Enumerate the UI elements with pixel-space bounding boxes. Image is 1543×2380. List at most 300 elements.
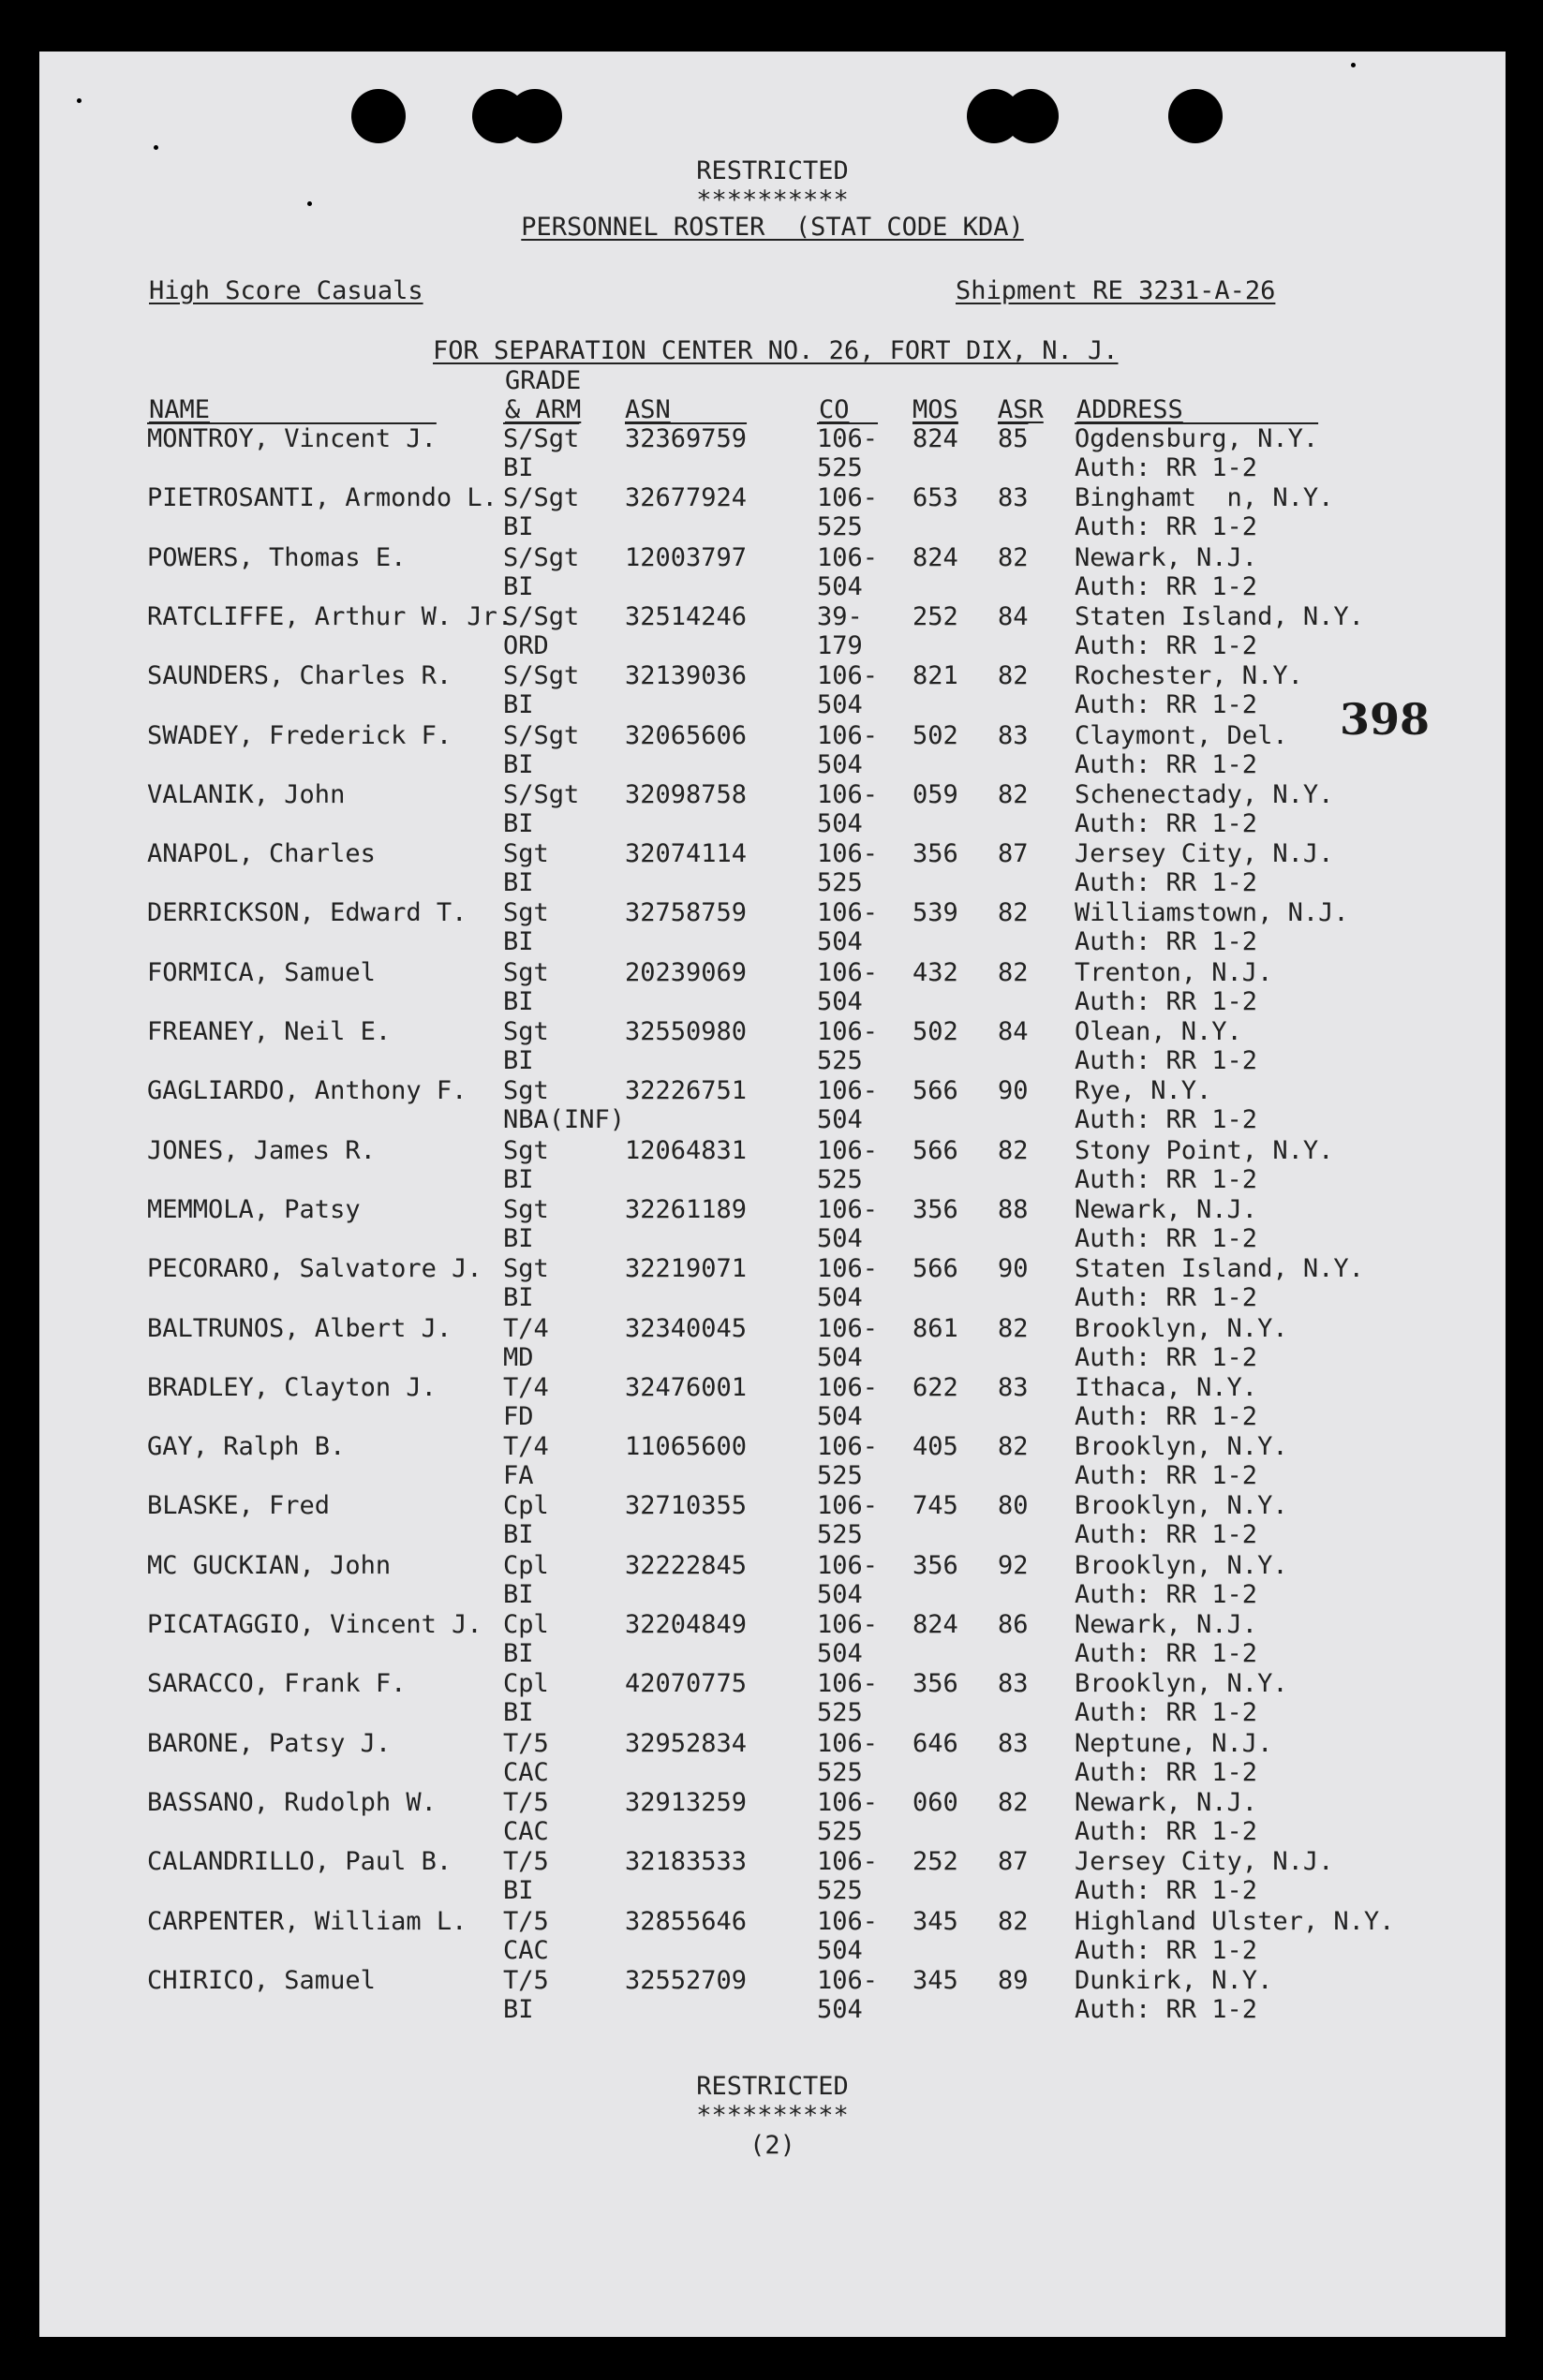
- roster-address: Dunkirk, N.Y.: [1075, 1966, 1273, 1995]
- roster-name: BASSANO, Rudolph W.: [147, 1788, 437, 1817]
- roster-auth: Auth: RR 1-2: [1075, 1105, 1258, 1134]
- roster-arm: BI: [503, 572, 534, 601]
- table-row: [39, 1373, 1506, 1432]
- table-row: [39, 1669, 1506, 1728]
- roster-co-suffix: 504: [817, 1936, 863, 1965]
- table-row: [39, 1432, 1506, 1491]
- roster-name: BRADLEY, Clayton J.: [147, 1373, 437, 1402]
- roster-asr: 87: [998, 1847, 1029, 1876]
- roster-asr: 82: [998, 1314, 1029, 1343]
- table-row: [39, 1788, 1506, 1847]
- table-row: [39, 1136, 1506, 1195]
- roster-co: 106-: [817, 958, 879, 987]
- roster-asn: 32710355: [625, 1491, 748, 1520]
- roster-address: Brooklyn, N.Y.: [1075, 1669, 1288, 1698]
- roster-co-suffix: 504: [817, 572, 863, 601]
- table-row: [39, 1610, 1506, 1669]
- roster-name: PICATAGGIO, Vincent J.: [147, 1610, 482, 1639]
- roster-arm: BI: [503, 927, 534, 956]
- roster-co-suffix: 525: [817, 1165, 863, 1194]
- roster-mos: 252: [912, 1847, 958, 1876]
- roster-auth: Auth: RR 1-2: [1075, 1698, 1258, 1727]
- roster-co: 106-: [817, 1847, 879, 1876]
- roster-arm: NBA(INF): [503, 1105, 626, 1134]
- roster-mos: 824: [912, 543, 958, 572]
- table-row: [39, 1551, 1506, 1610]
- col-grade-line1: GRADE: [505, 366, 582, 395]
- col-co: CO: [819, 395, 850, 424]
- roster-mos: 824: [912, 424, 958, 453]
- roster-auth: Auth: RR 1-2: [1075, 1402, 1258, 1431]
- roster-address: Trenton, N.J.: [1075, 958, 1273, 987]
- roster-co-suffix: 504: [817, 1995, 863, 2024]
- roster-co: 106-: [817, 721, 879, 750]
- roster-grade: S/Sgt: [503, 780, 580, 809]
- roster-asn: 20239069: [625, 958, 748, 987]
- roster-asn: 32552709: [625, 1966, 748, 1995]
- roster-arm: FD: [503, 1402, 534, 1431]
- roster-co-suffix: 504: [817, 1283, 863, 1312]
- speck: [1351, 63, 1356, 67]
- roster-address: Claymont, Del.: [1075, 721, 1288, 750]
- roster-asn: 42070775: [625, 1669, 748, 1698]
- roster-address: Highland Ulster, N.Y.: [1075, 1907, 1395, 1936]
- roster-asr: 84: [998, 1017, 1029, 1046]
- roster-address: Rye, N.Y.: [1075, 1076, 1212, 1105]
- roster-asn: 11065600: [625, 1432, 748, 1461]
- roster-mos: 345: [912, 1966, 958, 1995]
- table-row: [39, 1254, 1506, 1313]
- roster-asn: 12064831: [625, 1136, 748, 1165]
- roster-grade: Sgt: [503, 958, 549, 987]
- roster-co: 106-: [817, 839, 879, 868]
- roster-arm: BI: [503, 512, 534, 541]
- roster-mos: 502: [912, 721, 958, 750]
- roster-asr: 86: [998, 1610, 1029, 1639]
- roster-asn: 32369759: [625, 424, 748, 453]
- roster-arm: BI: [503, 1639, 534, 1668]
- roster-grade: T/5: [503, 1966, 549, 1995]
- roster-address: Jersey City, N.J.: [1075, 1847, 1334, 1876]
- roster-mos: 566: [912, 1136, 958, 1165]
- roster-mos: 345: [912, 1907, 958, 1936]
- roster-co: 106-: [817, 1136, 879, 1165]
- roster-co: 106-: [817, 483, 879, 512]
- roster-asn: 32139036: [625, 661, 748, 690]
- roster-co: 106-: [817, 1669, 879, 1698]
- roster-arm: BI: [503, 1995, 534, 2024]
- table-row: [39, 424, 1506, 483]
- table-row: [39, 661, 1506, 720]
- roster-title: PERSONNEL ROSTER (STAT CODE KDA): [521, 213, 1024, 242]
- roster-asn: 32913259: [625, 1788, 748, 1817]
- roster-arm: BI: [503, 1046, 534, 1075]
- roster-asn: 32514246: [625, 602, 748, 631]
- roster-address: Staten Island, N.Y.: [1075, 602, 1364, 631]
- roster-co-suffix: 504: [817, 1105, 863, 1134]
- roster-co-suffix: 504: [817, 690, 863, 719]
- roster-mos: 646: [912, 1729, 958, 1758]
- table-row: [39, 483, 1506, 542]
- roster-grade: T/5: [503, 1847, 549, 1876]
- roster-asn: 32261189: [625, 1195, 748, 1224]
- roster-co-suffix: 525: [817, 1461, 863, 1490]
- table-row: [39, 1195, 1506, 1254]
- roster-name: MC GUCKIAN, John: [147, 1551, 392, 1580]
- roster-address: Neptune, N.J.: [1075, 1729, 1273, 1758]
- roster-co-suffix: 504: [817, 750, 863, 779]
- roster-asr: 90: [998, 1076, 1029, 1105]
- roster-asr: 83: [998, 1373, 1029, 1402]
- roster-name: VALANIK, John: [147, 780, 346, 809]
- roster-address: Brooklyn, N.Y.: [1075, 1551, 1288, 1580]
- roster-asr: 83: [998, 483, 1029, 512]
- roster-mos: 745: [912, 1491, 958, 1520]
- col-grade-line2: & ARM: [505, 395, 582, 424]
- roster-arm: CAC: [503, 1817, 549, 1846]
- roster-grade: T/5: [503, 1729, 549, 1758]
- roster-asr: 87: [998, 839, 1029, 868]
- roster-arm: FA: [503, 1461, 534, 1490]
- roster-arm: BI: [503, 1283, 534, 1312]
- roster-asr: 82: [998, 958, 1029, 987]
- roster-auth: Auth: RR 1-2: [1075, 512, 1258, 541]
- roster-name: SWADEY, Frederick F.: [147, 721, 453, 750]
- roster-co: 106-: [817, 1610, 879, 1639]
- roster-arm: BI: [503, 987, 534, 1016]
- roster-auth: Auth: RR 1-2: [1075, 1046, 1258, 1075]
- roster-grade: T/5: [503, 1788, 549, 1817]
- roster-auth: Auth: RR 1-2: [1075, 1995, 1258, 2024]
- roster-asn: 32074114: [625, 839, 748, 868]
- roster-mos: 539: [912, 898, 958, 927]
- roster-co-suffix: 504: [817, 1402, 863, 1431]
- roster-auth: Auth: RR 1-2: [1075, 1224, 1258, 1253]
- shipment-number: Shipment RE 3231-A-26: [956, 276, 1276, 305]
- roster-co: 106-: [817, 1432, 879, 1461]
- roster-asr: 82: [998, 898, 1029, 927]
- roster-asr: 82: [998, 1432, 1029, 1461]
- roster-asr: 82: [998, 1788, 1029, 1817]
- roster-address: Ogdensburg, N.Y.: [1075, 424, 1319, 453]
- roster-address: Stony Point, N.Y.: [1075, 1136, 1334, 1165]
- roster-name: BLASKE, Fred: [147, 1491, 331, 1520]
- roster-auth: Auth: RR 1-2: [1075, 1461, 1258, 1490]
- roster-co-suffix: 179: [817, 631, 863, 660]
- roster-arm: MD: [503, 1343, 534, 1372]
- roster-auth: Auth: RR 1-2: [1075, 1520, 1258, 1549]
- roster-asr: 82: [998, 661, 1029, 690]
- roster-mos: 356: [912, 1669, 958, 1698]
- roster-asr: 90: [998, 1254, 1029, 1283]
- roster-auth: Auth: RR 1-2: [1075, 1639, 1258, 1668]
- roster-auth: Auth: RR 1-2: [1075, 1580, 1258, 1609]
- roster-co-suffix: 525: [817, 1817, 863, 1846]
- roster-mos: 356: [912, 1195, 958, 1224]
- table-row: [39, 1907, 1506, 1966]
- roster-grade: S/Sgt: [503, 543, 580, 572]
- punch-hole-3: [508, 89, 562, 143]
- table-row: [39, 1847, 1506, 1906]
- col-asn: ASN: [625, 395, 671, 424]
- roster-grade: S/Sgt: [503, 602, 580, 631]
- roster-address: Newark, N.J.: [1075, 543, 1258, 572]
- roster-asn: 32855646: [625, 1907, 748, 1936]
- roster-co: 106-: [817, 1551, 879, 1580]
- roster-arm: BI: [503, 809, 534, 838]
- roster-asn: 32952834: [625, 1729, 748, 1758]
- roster-co-suffix: 525: [817, 512, 863, 541]
- roster-asr: 88: [998, 1195, 1029, 1224]
- roster-co-suffix: 504: [817, 987, 863, 1016]
- roster-arm: CAC: [503, 1936, 549, 1965]
- table-row: [39, 1966, 1506, 2025]
- roster-name: GAY, Ralph B.: [147, 1432, 346, 1461]
- roster-name: FREANEY, Neil E.: [147, 1017, 392, 1046]
- punch-hole-5: [1004, 89, 1059, 143]
- roster-arm: BI: [503, 453, 534, 482]
- roster-name: SAUNDERS, Charles R.: [147, 661, 453, 690]
- roster-mos: 432: [912, 958, 958, 987]
- roster-mos: 356: [912, 839, 958, 868]
- roster-address: Staten Island, N.Y.: [1075, 1254, 1364, 1283]
- roster-arm: BI: [503, 1698, 534, 1727]
- roster-auth: Auth: RR 1-2: [1075, 631, 1258, 660]
- roster-mos: 824: [912, 1610, 958, 1639]
- roster-asr: 84: [998, 602, 1029, 631]
- roster-co: 106-: [817, 1373, 879, 1402]
- roster-grade: S/Sgt: [503, 424, 580, 453]
- stars-bottom: **********: [696, 2101, 849, 2130]
- roster-name: POWERS, Thomas E.: [147, 543, 407, 572]
- roster-co: 39-: [817, 602, 863, 631]
- roster-co-suffix: 525: [817, 1758, 863, 1787]
- roster-grade: Sgt: [503, 1195, 549, 1224]
- table-row: [39, 1729, 1506, 1788]
- roster-name: MONTROY, Vincent J.: [147, 424, 437, 453]
- col-address: ADDRESS: [1076, 395, 1183, 424]
- roster-auth: Auth: RR 1-2: [1075, 1817, 1258, 1846]
- roster-grade: Sgt: [503, 1254, 549, 1283]
- classification-bottom: RESTRICTED: [696, 2072, 849, 2101]
- roster-name: ANAPOL, Charles: [147, 839, 376, 868]
- roster-co: 106-: [817, 424, 879, 453]
- roster-mos: 566: [912, 1076, 958, 1105]
- roster-co: 106-: [817, 543, 879, 572]
- roster-address: Newark, N.J.: [1075, 1788, 1258, 1817]
- roster-asr: 83: [998, 1669, 1029, 1698]
- roster-grade: T/4: [503, 1432, 549, 1461]
- col-asr: ASR: [998, 395, 1044, 424]
- roster-grade: Sgt: [503, 1017, 549, 1046]
- col-mos: MOS: [912, 395, 958, 424]
- roster-name: FORMICA, Samuel: [147, 958, 376, 987]
- roster-asn: 32219071: [625, 1254, 748, 1283]
- roster-arm: BI: [503, 750, 534, 779]
- roster-mos: 861: [912, 1314, 958, 1343]
- roster-co: 106-: [817, 1491, 879, 1520]
- roster-auth: Auth: RR 1-2: [1075, 453, 1258, 482]
- table-row: [39, 1017, 1506, 1076]
- roster-name: PECORARO, Salvatore J.: [147, 1254, 482, 1283]
- roster-arm: BI: [503, 1165, 534, 1194]
- roster-auth: Auth: RR 1-2: [1075, 572, 1258, 601]
- roster-address: Schenectady, N.Y.: [1075, 780, 1334, 809]
- roster-asn: 32204849: [625, 1610, 748, 1639]
- roster-asn: 32226751: [625, 1076, 748, 1105]
- roster-co: 106-: [817, 898, 879, 927]
- roster-address: Jersey City, N.J.: [1075, 839, 1334, 868]
- roster-auth: Auth: RR 1-2: [1075, 809, 1258, 838]
- roster-grade: S/Sgt: [503, 661, 580, 690]
- table-row: [39, 898, 1506, 957]
- roster-grade: T/4: [503, 1373, 549, 1402]
- roster-co: 106-: [817, 1907, 879, 1936]
- roster-co: 106-: [817, 1966, 879, 1995]
- roster-co: 106-: [817, 780, 879, 809]
- punch-hole-1: [351, 89, 406, 143]
- table-row: [39, 780, 1506, 839]
- roster-name: CALANDRILLO, Paul B.: [147, 1847, 453, 1876]
- table-row: [39, 543, 1506, 602]
- roster-name: MEMMOLA, Patsy: [147, 1195, 361, 1224]
- roster-asn: 32677924: [625, 483, 748, 512]
- speck: [154, 145, 158, 150]
- roster-arm: BI: [503, 1520, 534, 1549]
- roster-address: Rochester, N.Y.: [1075, 661, 1303, 690]
- roster-asr: 82: [998, 1136, 1029, 1165]
- roster-asr: 85: [998, 424, 1029, 453]
- roster-grade: Cpl: [503, 1669, 549, 1698]
- roster-auth: Auth: RR 1-2: [1075, 1343, 1258, 1372]
- roster-co: 106-: [817, 1076, 879, 1105]
- roster-name: JONES, James R.: [147, 1136, 376, 1165]
- roster-grade: Cpl: [503, 1551, 549, 1580]
- roster-co-suffix: 525: [817, 868, 863, 897]
- roster-asn: 12003797: [625, 543, 748, 572]
- table-row: [39, 1491, 1506, 1550]
- roster-co-suffix: 504: [817, 809, 863, 838]
- roster-asr: 89: [998, 1966, 1029, 1995]
- roster-arm: BI: [503, 1224, 534, 1253]
- roster-co: 106-: [817, 1788, 879, 1817]
- roster-co: 106-: [817, 1195, 879, 1224]
- roster-arm: BI: [503, 690, 534, 719]
- unit-name: High Score Casuals: [149, 276, 423, 305]
- roster-grade: Sgt: [503, 898, 549, 927]
- roster-asr: 83: [998, 721, 1029, 750]
- roster-asn: 32183533: [625, 1847, 748, 1876]
- roster-name: CHIRICO, Samuel: [147, 1966, 376, 1995]
- table-row: [39, 1314, 1506, 1373]
- roster-auth: Auth: RR 1-2: [1075, 1876, 1258, 1905]
- roster-grade: Cpl: [503, 1610, 549, 1639]
- roster-co-suffix: 504: [817, 1580, 863, 1609]
- roster-grade: S/Sgt: [503, 483, 580, 512]
- roster-name: BALTRUNOS, Albert J.: [147, 1314, 453, 1343]
- roster-asn: 32476001: [625, 1373, 748, 1402]
- roster-asr: 82: [998, 780, 1029, 809]
- roster-name: GAGLIARDO, Anthony F.: [147, 1076, 467, 1105]
- roster-address: Newark, N.J.: [1075, 1195, 1258, 1224]
- roster-asr: 82: [998, 1907, 1029, 1936]
- roster-mos: 502: [912, 1017, 958, 1046]
- classification-top: RESTRICTED: [696, 156, 849, 185]
- roster-mos: 622: [912, 1373, 958, 1402]
- roster-address: Binghamt n, N.Y.: [1075, 483, 1334, 512]
- roster-co-suffix: 504: [817, 1224, 863, 1253]
- table-row: [39, 839, 1506, 898]
- roster-grade: T/5: [503, 1907, 549, 1936]
- roster-grade: Cpl: [503, 1491, 549, 1520]
- roster-asn: 32065606: [625, 721, 748, 750]
- roster-name: PIETROSANTI, Armondo L.: [147, 483, 497, 512]
- roster-auth: Auth: RR 1-2: [1075, 690, 1258, 719]
- roster-grade: Sgt: [503, 1136, 549, 1165]
- roster-name: CARPENTER, William L.: [147, 1907, 467, 1936]
- roster-arm: BI: [503, 1876, 534, 1905]
- roster-co-suffix: 504: [817, 1639, 863, 1668]
- punch-hole-6: [1168, 89, 1223, 143]
- roster-asr: 83: [998, 1729, 1029, 1758]
- roster-asr: 80: [998, 1491, 1029, 1520]
- roster-co-suffix: 525: [817, 1046, 863, 1075]
- roster-auth: Auth: RR 1-2: [1075, 1936, 1258, 1965]
- roster-auth: Auth: RR 1-2: [1075, 868, 1258, 897]
- roster-grade: Sgt: [503, 839, 549, 868]
- roster-address: Brooklyn, N.Y.: [1075, 1432, 1288, 1461]
- roster-mos: 060: [912, 1788, 958, 1817]
- table-row: [39, 721, 1506, 780]
- roster-mos: 405: [912, 1432, 958, 1461]
- page-number: (2): [749, 2131, 795, 2160]
- roster-name: SARACCO, Frank F.: [147, 1669, 407, 1698]
- document-page: [39, 52, 1506, 2337]
- roster-asn: 32758759: [625, 898, 748, 927]
- page-stamp-number: 398: [1340, 694, 1431, 745]
- roster-grade: Sgt: [503, 1076, 549, 1105]
- roster-address: Olean, N.Y.: [1075, 1017, 1242, 1046]
- stars-top: **********: [696, 185, 849, 214]
- roster-co-suffix: 504: [817, 1343, 863, 1372]
- col-name: NAME: [149, 395, 211, 424]
- roster-address: Brooklyn, N.Y.: [1075, 1491, 1288, 1520]
- roster-mos: 252: [912, 602, 958, 631]
- destination: FOR SEPARATION CENTER NO. 26, FORT DIX, N. J.: [433, 336, 1119, 365]
- roster-grade: T/4: [503, 1314, 549, 1343]
- roster-asr: 82: [998, 543, 1029, 572]
- roster-arm: BI: [503, 868, 534, 897]
- roster-mos: 653: [912, 483, 958, 512]
- roster-name: DERRICKSON, Edward T.: [147, 898, 467, 927]
- roster-mos: 059: [912, 780, 958, 809]
- roster-co-suffix: 504: [817, 927, 863, 956]
- table-row: [39, 1076, 1506, 1135]
- roster-auth: Auth: RR 1-2: [1075, 1758, 1258, 1787]
- table-row: [39, 602, 1506, 661]
- roster-co: 106-: [817, 1314, 879, 1343]
- roster-asr: 92: [998, 1551, 1029, 1580]
- roster-auth: Auth: RR 1-2: [1075, 1165, 1258, 1194]
- roster-asn: 32098758: [625, 780, 748, 809]
- roster-auth: Auth: RR 1-2: [1075, 927, 1258, 956]
- roster-address: Ithaca, N.Y.: [1075, 1373, 1258, 1402]
- roster-address: Williamstown, N.J.: [1075, 898, 1349, 927]
- roster-auth: Auth: RR 1-2: [1075, 987, 1258, 1016]
- roster-asn: 32550980: [625, 1017, 748, 1046]
- roster-grade: S/Sgt: [503, 721, 580, 750]
- roster-co: 106-: [817, 661, 879, 690]
